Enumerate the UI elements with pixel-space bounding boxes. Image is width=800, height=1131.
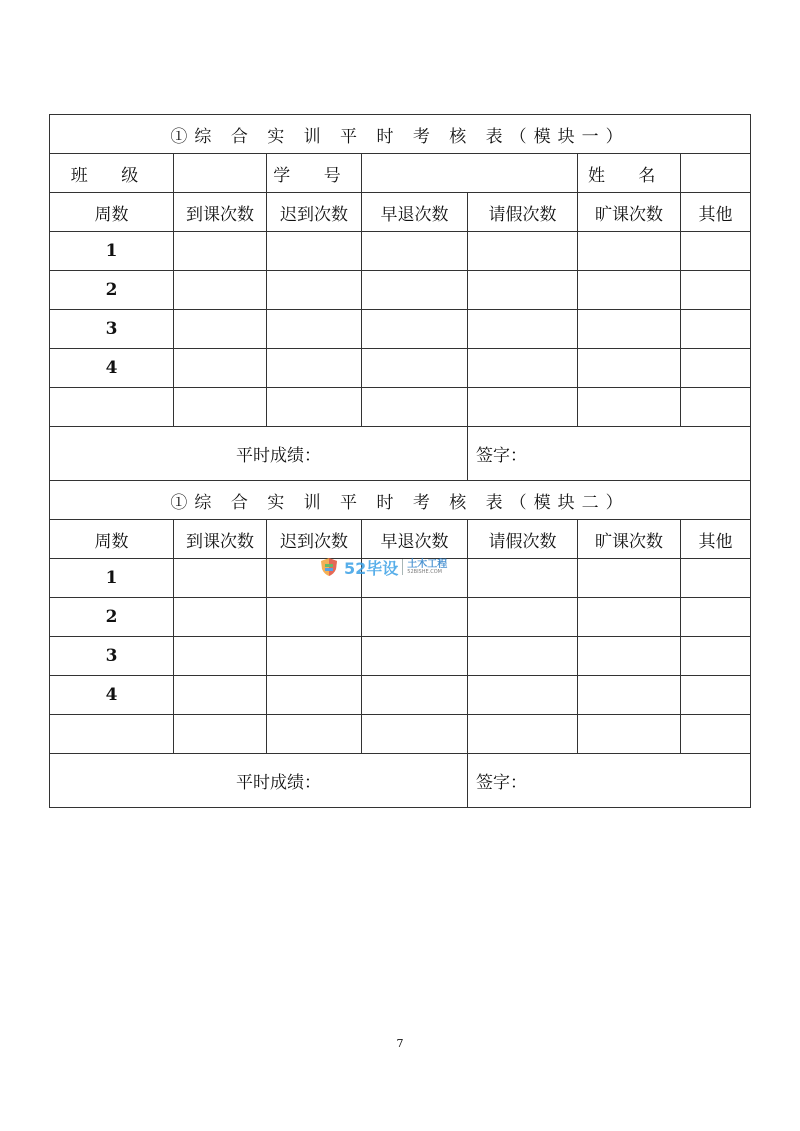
table-cell[interactable]	[174, 310, 267, 349]
header-attend: 到课次数	[174, 520, 267, 559]
table-cell[interactable]	[681, 598, 751, 637]
table-cell[interactable]	[267, 310, 362, 349]
table-cell[interactable]	[578, 676, 681, 715]
table-cell[interactable]	[174, 232, 267, 271]
student-id-field[interactable]	[362, 154, 578, 193]
module2-header-row	[50, 520, 751, 559]
table-cell[interactable]	[267, 232, 362, 271]
table-cell[interactable]	[468, 715, 578, 754]
table-cell[interactable]	[681, 637, 751, 676]
week-number: 1	[50, 559, 174, 598]
table-cell[interactable]	[174, 637, 267, 676]
week-number: 1	[50, 232, 174, 271]
name-label: 姓 名	[588, 165, 670, 186]
table-cell[interactable]	[681, 559, 751, 598]
table-cell[interactable]	[362, 271, 468, 310]
header-attend: 到课次数	[174, 193, 267, 232]
header-late: 迟到次数	[267, 193, 362, 232]
signature-label: 签字：	[468, 427, 751, 481]
table-cell[interactable]	[267, 349, 362, 388]
week-number	[50, 715, 174, 754]
header-early-leave: 早退次数	[362, 520, 468, 559]
header-leave: 请假次数	[468, 520, 578, 559]
table-cell[interactable]	[578, 349, 681, 388]
table-cell[interactable]	[267, 388, 362, 427]
module1-header-row	[50, 193, 751, 232]
table-cell[interactable]	[681, 715, 751, 754]
watermark-divider	[402, 559, 403, 575]
score-label: 平时成绩：	[50, 427, 468, 481]
table-cell[interactable]	[174, 715, 267, 754]
table-row	[50, 637, 751, 676]
week-number: 2	[50, 271, 174, 310]
table-row	[50, 232, 751, 271]
week-number: 4	[50, 676, 174, 715]
table-cell[interactable]	[174, 598, 267, 637]
student-id-label: 学 号	[267, 154, 362, 193]
table-cell[interactable]	[468, 388, 578, 427]
table-cell[interactable]	[681, 310, 751, 349]
header-absent: 旷课次数	[578, 520, 681, 559]
week-number: 3	[50, 637, 174, 676]
table-row	[50, 598, 751, 637]
table-row	[50, 349, 751, 388]
header-absent: 旷课次数	[578, 193, 681, 232]
header-other: 其他	[681, 193, 751, 232]
table-cell[interactable]	[362, 349, 468, 388]
watermark-sub	[407, 560, 447, 575]
table-cell[interactable]	[468, 232, 578, 271]
header-late: 迟到次数	[267, 520, 362, 559]
watermark-site: 52BISHE.COM	[407, 568, 442, 575]
table-cell[interactable]	[468, 598, 578, 637]
module2-score-row	[50, 754, 751, 808]
header-week: 周数	[50, 193, 174, 232]
table-cell[interactable]	[468, 310, 578, 349]
header-week: 周数	[50, 520, 174, 559]
table-cell[interactable]	[578, 598, 681, 637]
table-cell[interactable]	[362, 676, 468, 715]
table-cell[interactable]	[578, 271, 681, 310]
table-cell[interactable]	[362, 637, 468, 676]
student-info-row	[50, 154, 751, 193]
table-cell[interactable]	[468, 637, 578, 676]
week-number: 4	[50, 349, 174, 388]
assessment-table	[49, 114, 751, 808]
table-cell[interactable]	[362, 232, 468, 271]
watermark-sub-title: 土木工程	[407, 558, 448, 570]
table-cell[interactable]	[681, 271, 751, 310]
watermark-logo	[318, 556, 447, 578]
table-cell[interactable]	[174, 388, 267, 427]
table-cell[interactable]	[468, 559, 578, 598]
module1-title: ①综 合 实 训 平 时 考 核 表（模块一）	[50, 115, 751, 154]
table-row	[50, 388, 751, 427]
table-cell[interactable]	[681, 349, 751, 388]
table-cell[interactable]	[681, 676, 751, 715]
table-cell[interactable]	[578, 637, 681, 676]
table-cell[interactable]	[468, 271, 578, 310]
watermark-main-text: 52毕设	[344, 558, 399, 578]
header-leave: 请假次数	[468, 193, 578, 232]
table-cell[interactable]	[267, 637, 362, 676]
table-cell[interactable]	[578, 388, 681, 427]
table-cell[interactable]	[267, 676, 362, 715]
table-cell[interactable]	[174, 676, 267, 715]
module2-title-row	[50, 481, 751, 520]
module2-title: ①综 合 实 训 平 时 考 核 表（模块二）	[50, 481, 751, 520]
name-field[interactable]	[681, 154, 751, 193]
table-cell[interactable]	[267, 598, 362, 637]
table-row	[50, 715, 751, 754]
score-label: 平时成绩：	[50, 754, 468, 808]
module1-score-row	[50, 427, 751, 481]
signature-label: 签字：	[468, 754, 751, 808]
table-cell[interactable]	[468, 349, 578, 388]
table-cell[interactable]	[578, 232, 681, 271]
page-number: 7	[396, 1037, 404, 1050]
module1-title-row	[50, 115, 751, 154]
class-field[interactable]	[174, 154, 267, 193]
week-number: 3	[50, 310, 174, 349]
table-cell[interactable]	[174, 349, 267, 388]
table-cell[interactable]	[174, 559, 267, 598]
week-number: 2	[50, 598, 174, 637]
header-other: 其他	[681, 520, 751, 559]
table-cell[interactable]	[267, 715, 362, 754]
class-label: 班 级	[50, 154, 174, 193]
name-cell	[578, 154, 681, 193]
week-number	[50, 388, 174, 427]
header-early-leave: 早退次数	[362, 193, 468, 232]
table-cell[interactable]	[578, 310, 681, 349]
table-cell[interactable]	[362, 310, 468, 349]
table-cell[interactable]	[681, 388, 751, 427]
table-cell[interactable]	[578, 715, 681, 754]
table-cell[interactable]	[362, 388, 468, 427]
table-row	[50, 310, 751, 349]
table-cell[interactable]	[174, 271, 267, 310]
table-cell[interactable]	[362, 598, 468, 637]
table-row	[50, 271, 751, 310]
table-cell[interactable]	[468, 676, 578, 715]
shield-logo-icon	[318, 556, 340, 578]
table-cell[interactable]	[267, 271, 362, 310]
table-cell[interactable]	[681, 232, 751, 271]
table-cell[interactable]	[362, 715, 468, 754]
table-cell[interactable]	[578, 559, 681, 598]
table-row	[50, 676, 751, 715]
